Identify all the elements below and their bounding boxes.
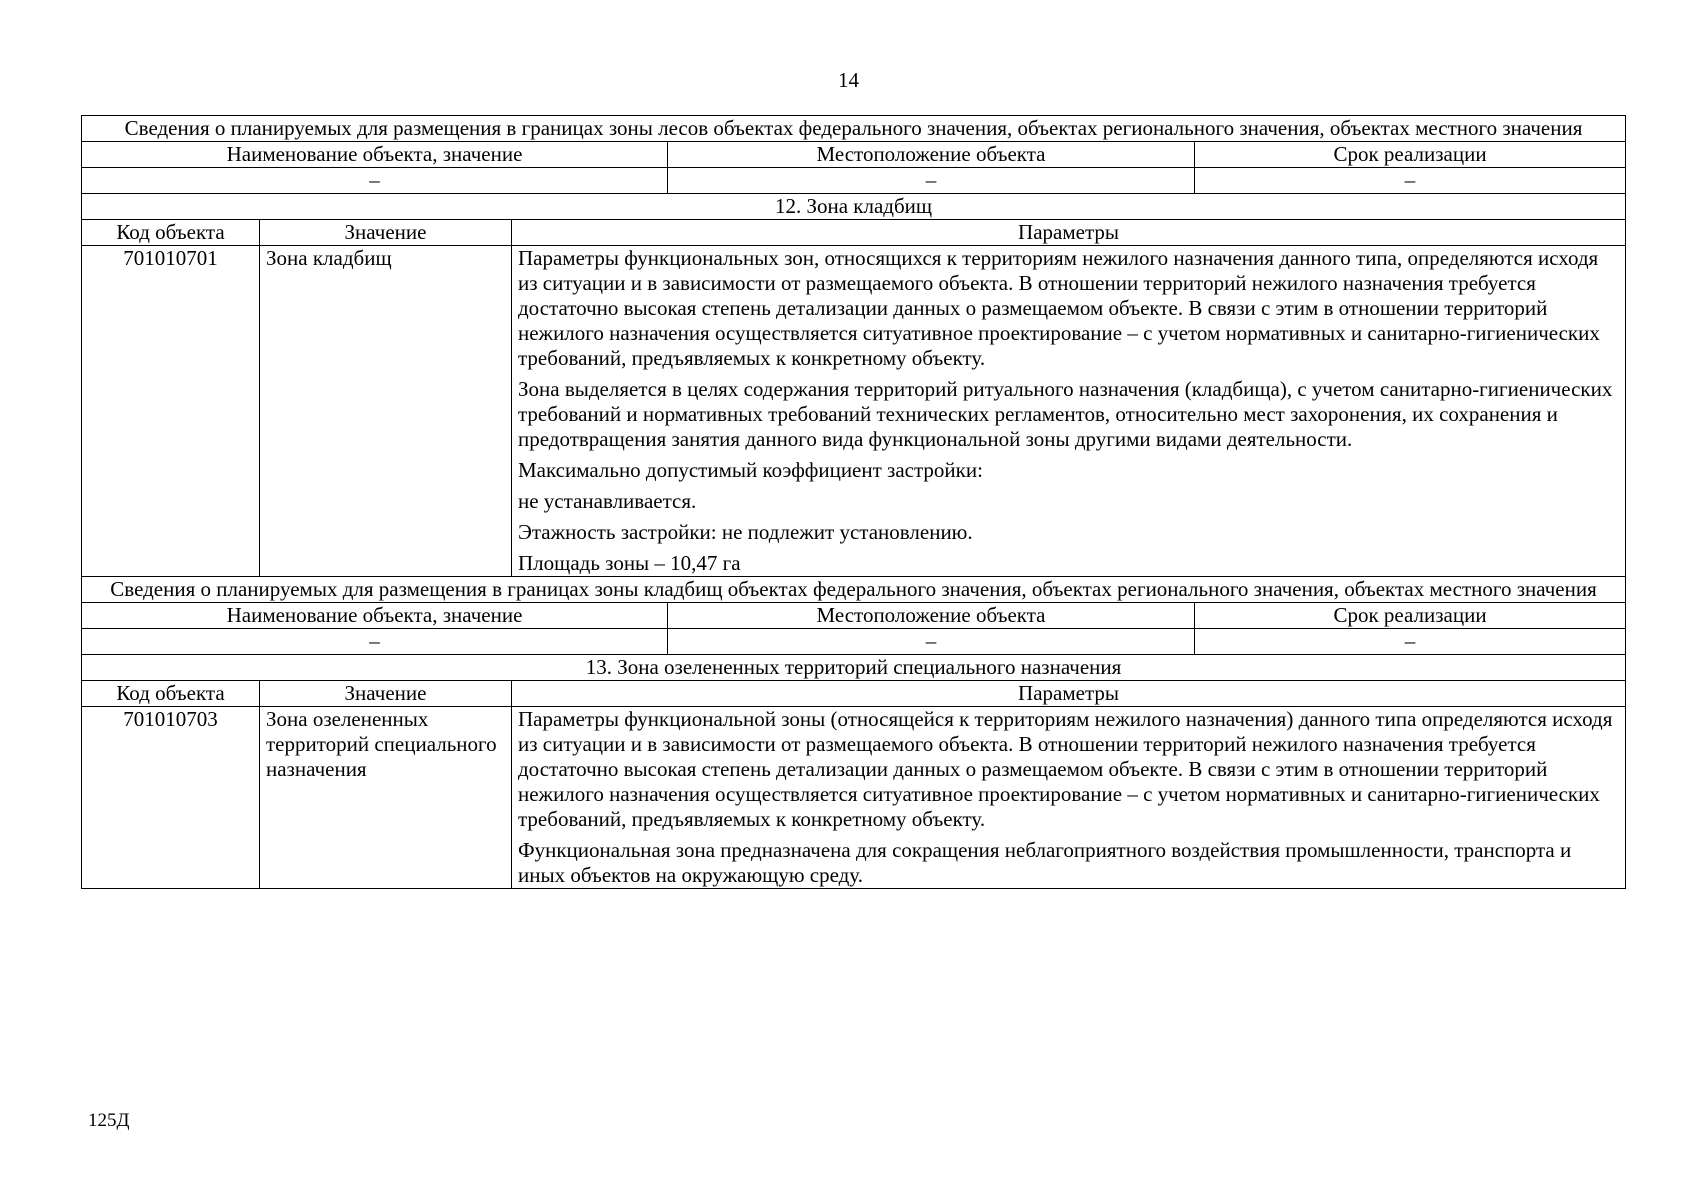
params-header: Параметры [512, 220, 1626, 246]
zone-13-params [512, 707, 1626, 889]
object-name-cell: – [82, 629, 668, 655]
zones-table [81, 115, 1626, 889]
zone-13-code: 701010703 [82, 707, 260, 889]
zone-13-param-paragraph: Функциональная зона предназначена для сокращения неблагоприятного воздействия промышленности, транспорта и иных объектов на окружающую среду. [518, 838, 1572, 887]
object-location-header: Местоположение объекта [668, 142, 1195, 168]
code-header: Код объекта [82, 220, 260, 246]
object-location-cell: – [668, 168, 1195, 194]
zone-12-value: Зона кладбищ [260, 246, 512, 577]
forest-objects-title: Сведения о планируемых для размещения в границах зоны лесов объектах федерального значения, объектах регионального значения, объектах местного значения [82, 116, 1626, 142]
zone-12-code: 701010701 [82, 246, 260, 577]
zone-12-params [512, 246, 1626, 577]
document-code: 125Д [88, 1110, 130, 1131]
zone-12-row [82, 246, 1626, 577]
object-name-header: Наименование объекта, значение [82, 142, 668, 168]
cemetery-objects-title-row [82, 577, 1626, 603]
cemetery-objects-row [82, 629, 1626, 655]
zone-12-param-paragraph: Площадь зоны – 10,47 га [518, 551, 741, 575]
zone-12-param-paragraph: не устанавливается. [518, 489, 697, 513]
zone-12-header-row [82, 220, 1626, 246]
object-location-header: Местоположение объекта [668, 603, 1195, 629]
zone-13-title: 13. Зона озелененных территорий специального назначения [82, 655, 1626, 681]
forest-objects-title-row [82, 116, 1626, 142]
zone-13-header-row [82, 681, 1626, 707]
value-header: Значение [260, 681, 512, 707]
params-header: Параметры [512, 681, 1626, 707]
cemetery-objects-header-row [82, 603, 1626, 629]
zone-12-param-paragraph: Этажность застройки: не подлежит установлению. [518, 520, 973, 544]
zone-12-title: 12. Зона кладбищ [82, 194, 1626, 220]
zone-12-param-paragraph: Зона выделяется в целях содержания территорий ритуального назначения (кладбища), с учетом санитарно-гигиенических требований и нормативных требований технических регламентов, относительно мест захоронения, их сохранения и предотвращения занятия данного вида функциональной зоны другими видами деятельности. [518, 377, 1613, 451]
object-location-cell: – [668, 629, 1195, 655]
zone-13-param-paragraph: Параметры функциональной зоны (относящейся к территориям нежилого назначения) данного типа определяются исходя из ситуации и в зависимости от размещаемого объекта. В отношении территорий нежилого назначения требуется достаточно высокая степень детализации данных о размещаемом объекте. В связи с этим в отношении территорий нежилого назначения осуществляется ситуативное проектирование – с учетом нормативных и санитарно-гигиенических требований, предъявляемых к конкретному объекту. [518, 707, 1613, 831]
object-name-cell: – [82, 168, 668, 194]
object-term-cell: – [1195, 168, 1626, 194]
zone-12-param-paragraph: Максимально допустимый коэффициент застройки: [518, 458, 983, 482]
zone-12-param-paragraph: Параметры функциональных зон, относящихся к территориям нежилого назначения данного типа, определяются исходя из ситуации и в зависимости от размещаемого объекта. В отношении территорий нежилого назначения требуется достаточно высокая степень детализации данных о размещаемом объекте. В связи с этим в отношении территорий нежилого назначения осуществляется ситуативное проектирование – с учетом нормативных и санитарно-гигиенических требований, предъявляемых к конкретному объекту. [518, 246, 1600, 370]
zone-12-title-row [82, 194, 1626, 220]
object-name-header: Наименование объекта, значение [82, 603, 668, 629]
zone-13-value: Зона озелененных территорий специального назначения [260, 707, 512, 889]
value-header: Значение [260, 220, 512, 246]
cemetery-objects-title: Сведения о планируемых для размещения в границах зоны кладбищ объектах федерального значения, объектах регионального значения, объектах местного значения [82, 577, 1626, 603]
zone-13-row [82, 707, 1626, 889]
object-term-header: Срок реализации [1195, 142, 1626, 168]
object-term-header: Срок реализации [1195, 603, 1626, 629]
code-header: Код объекта [82, 681, 260, 707]
zone-13-title-row [82, 655, 1626, 681]
forest-objects-row [82, 168, 1626, 194]
forest-objects-header-row [82, 142, 1626, 168]
page-number: 14 [838, 68, 859, 92]
object-term-cell: – [1195, 629, 1626, 655]
